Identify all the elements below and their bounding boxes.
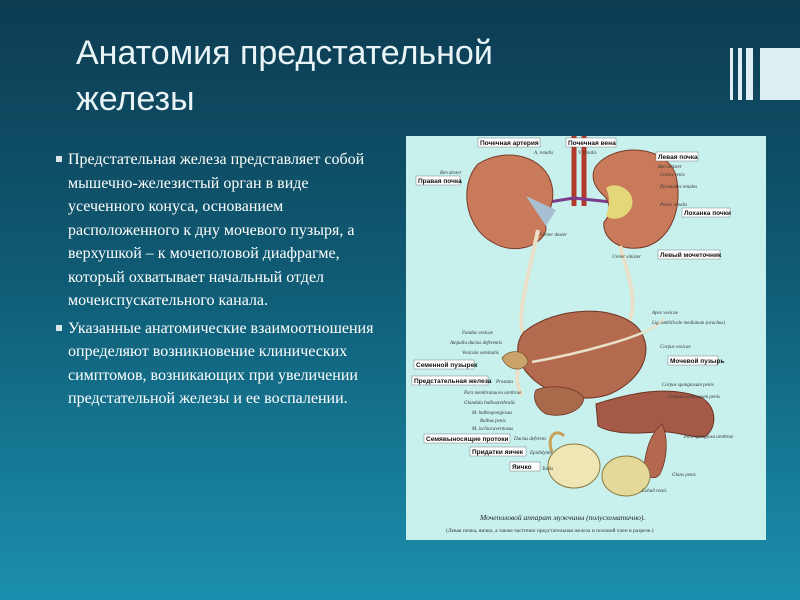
label-bladder: Мочевой пузырь: [670, 358, 725, 365]
latin-m-bulbospongiosus: M. bulbospongiosus: [472, 411, 513, 416]
latin-ureter-dexter: Ureter dexter: [540, 233, 567, 238]
latin-ren-dexter: Ren dexter: [440, 171, 462, 176]
latin-ampulla-ductus: Ampulla ductus deferentis: [450, 341, 503, 346]
decorative-bars: [730, 48, 800, 100]
latin-apex-vesicae: Apex vesicae: [652, 311, 678, 316]
figure-caption-note: (Левая почка, яичко, а также частично предстательная железа и половой член в разрезе.): [446, 528, 654, 534]
bullet-text: Указанные анатомические взаимоотношения определяют возникновение клинических симптомов, возникающих при увеличении предстательной железы и ее воспалении.: [68, 319, 374, 407]
bullet-item: [56, 317, 386, 411]
latin-cortex-renis: Cortex renis: [660, 173, 685, 178]
latin-bulbus-penis: Bulbus penis: [480, 419, 506, 424]
latin-a-renalis: A. renalis: [534, 151, 554, 156]
latin-ren-sinister: Ren sinister: [658, 165, 682, 170]
latin-pars-membranacea: Pars membranacea urethrae: [464, 391, 522, 396]
deco-block: [760, 48, 800, 100]
latin-pars-spongiosa: Pars spongiosa urethrae: [684, 435, 734, 440]
slide-title: Анатомия предстательной железы: [76, 34, 493, 118]
label-left-kidney: Левая почка: [658, 154, 698, 161]
latin-lig-umbilicale: Lig. umbilicale medianum (urachus): [652, 321, 726, 326]
latin-corpus-cavernosum: Corpus cavernosum penis: [668, 395, 720, 400]
latin-lobuli-testis: Lobuli testis: [642, 489, 667, 494]
bullet-marker: [56, 156, 62, 162]
label-renal-vein: Почечная вена: [568, 140, 616, 147]
latin-glandula-bulbo: Glandula bulbourethralis: [464, 401, 516, 406]
latin-pelvis-renalis: Pelvis renalis: [660, 203, 688, 208]
latin-m-ischiocavernosus: M. ischiocavernosus: [472, 427, 514, 432]
deco-bar-mid: [738, 48, 742, 100]
anatomy-illustration: [406, 136, 766, 540]
latin-testis: Testis: [542, 467, 554, 472]
label-epididymis: Придатки яичек: [472, 449, 524, 456]
latin-v-renalis: V. renalis: [578, 151, 597, 156]
latin-prostata: Prostata: [496, 380, 514, 385]
latin-pyramides: Pyramides renales: [660, 185, 698, 190]
bullet-item: [56, 148, 386, 313]
latin-glans-penis: Glans penis: [672, 473, 696, 478]
bladder-shape: [518, 311, 646, 398]
testis-right-shape: [548, 444, 600, 488]
label-seminal-vesicle: Семенной пузырек: [416, 362, 478, 369]
bullet-list: [56, 148, 386, 415]
label-prostate: Предстательная железа: [414, 378, 492, 385]
label-ejaculatory-ducts: Семявыносящие протоки: [426, 436, 509, 443]
latin-ureter-sinister: Ureter sinister: [612, 255, 642, 260]
label-renal-artery: Почечная артерия: [480, 140, 539, 147]
label-testis: Яичко: [512, 464, 532, 471]
seminal-vesicle-shape: [502, 352, 528, 369]
latin-ductus-deferens: Ductus deferens: [514, 437, 547, 442]
latin-corpus-vesicae: Corpus vesicae: [660, 345, 691, 350]
deco-bar-thin: [730, 48, 733, 100]
label-right-kidney: Правая почка: [418, 178, 462, 185]
anatomy-diagram: [406, 136, 766, 540]
latin-epididymis: Epididymis: [530, 451, 553, 456]
label-left-pelvis: Лоханка почки: [684, 210, 731, 217]
latin-corpus-spongiosum: Corpus spongiosum penis: [662, 383, 714, 388]
latin-vesicula-seminalis: Vesicula seminalis: [462, 351, 499, 356]
deco-bar-wide: [746, 48, 753, 100]
bullet-marker: [56, 325, 62, 331]
latin-fundus-vesicae: Fundus vesicae: [462, 331, 493, 336]
figure-caption: Мочеполовой аппарат мужчины (полусхематично).: [480, 513, 646, 522]
label-left-ureter: Левый мочеточник: [660, 252, 722, 259]
bullet-text: Предстательная железа представляет собой мышечно-железистый орган в виде усеченного конуса, основанием расположенного к дну мочевого пузыря, а верхушкой – к мочеполовой диафрагме, который охватывает начальный отдел мочеиспускательного канала.: [68, 151, 365, 309]
